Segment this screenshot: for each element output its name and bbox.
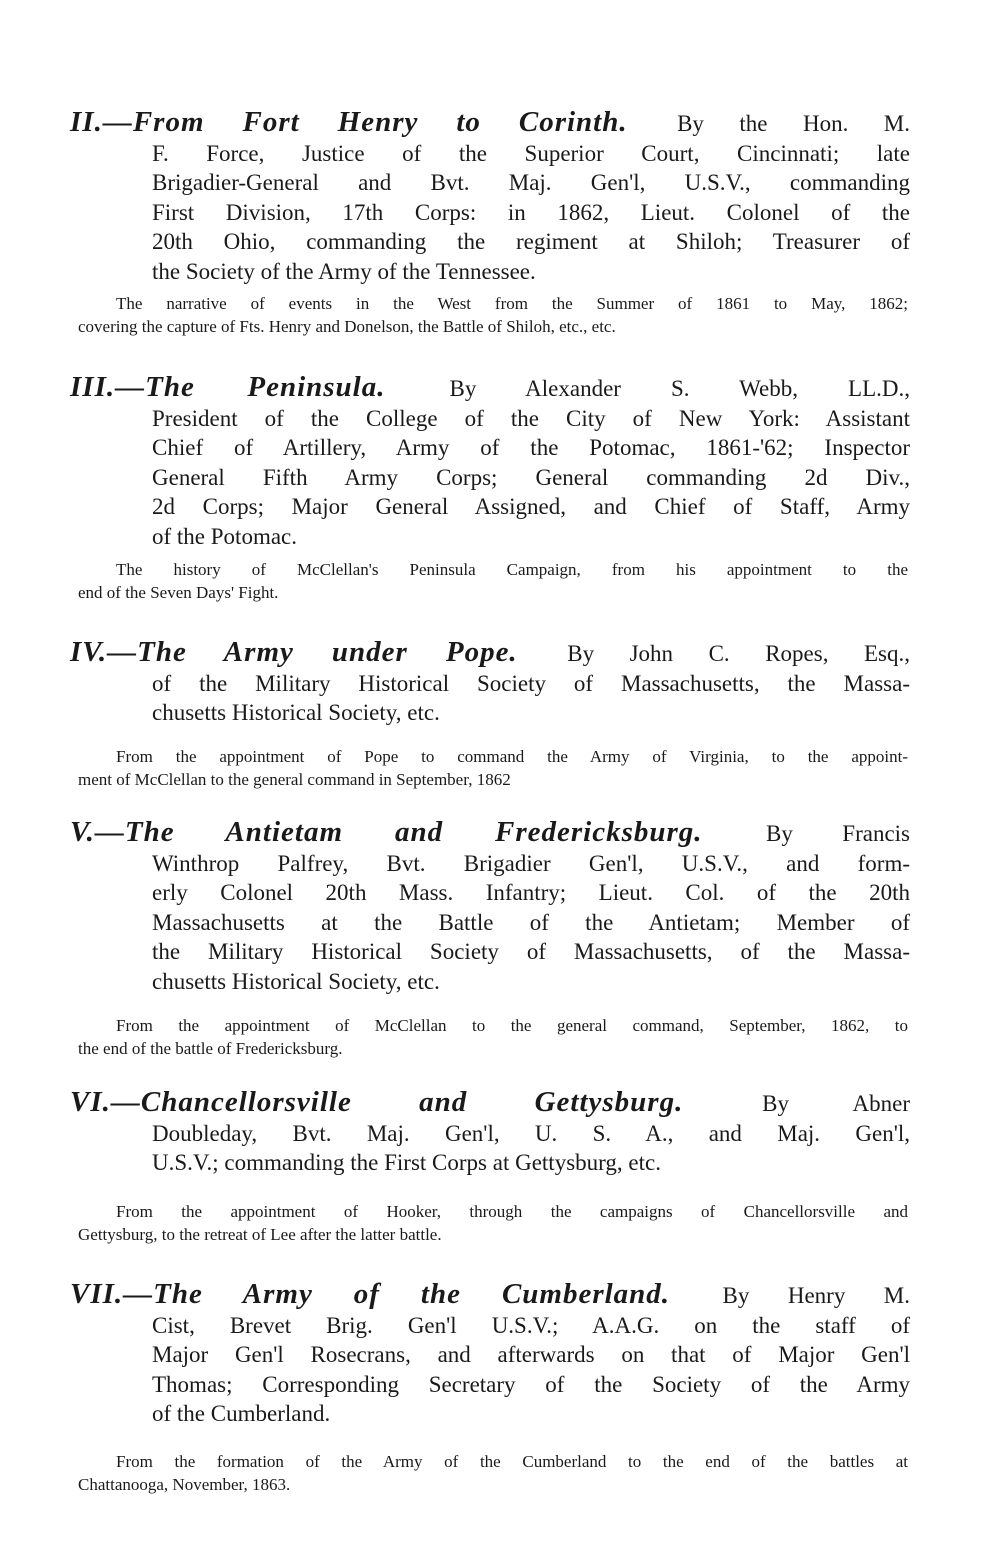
author-credentials-line: of the Cumberland. bbox=[152, 1401, 331, 1426]
entry-heading-line bbox=[70, 1088, 910, 1119]
author-credentials-line: chusetts Historical Society, etc. bbox=[152, 968, 440, 994]
author-credentials-line: Cist, Brevet Brig. Gen'l U.S.V.; A.A.G. on the staff of bbox=[152, 1312, 910, 1338]
author-credentials-line: General Fifth Army Corps; General commanding 2d Div., bbox=[152, 464, 910, 490]
description-line: Gettysburg, to the retreat of Lee after the latter battle. bbox=[78, 1225, 442, 1244]
volume-entry bbox=[70, 1280, 910, 1429]
volume-entry bbox=[70, 108, 910, 286]
author-intro: By Francis bbox=[766, 821, 911, 846]
author-intro: By John C. Ropes, Esq., bbox=[567, 641, 910, 666]
author-intro: By the Hon. M. bbox=[677, 111, 911, 136]
description-line: The narrative of events in the West from the Summer of 1861 to May, 1862; bbox=[116, 294, 908, 313]
volume-title: III.—The Peninsula. bbox=[70, 371, 386, 403]
author-credentials-line: Major Gen'l Rosecrans, and afterwards on that of Major Gen'l bbox=[152, 1342, 910, 1367]
volume-description bbox=[78, 292, 908, 338]
author-credentials-line: Winthrop Palfrey, Bvt. Brigadier Gen'l, U.S.V., and form- bbox=[152, 850, 910, 876]
author-credentials-line: 2d Corps; Major General Assigned, and Chief of Staff, Army bbox=[152, 494, 910, 519]
volume-description bbox=[78, 745, 908, 791]
volume-entry bbox=[70, 638, 910, 728]
volume-title: IV.—The Army under Pope. bbox=[70, 636, 518, 668]
description-line: The history of McClellan's Peninsula Campaign, from his appointment to the bbox=[116, 560, 908, 579]
author-credentials-line: President of the College of the City of New York: Assistant bbox=[152, 405, 910, 431]
volume-description bbox=[78, 1014, 908, 1060]
author-credentials-line: the Military Historical Society of Massachusetts, of the Massa- bbox=[152, 939, 910, 964]
description-line: covering the capture of Fts. Henry and Donelson, the Battle of Shiloh, etc., etc. bbox=[78, 317, 616, 336]
description-line: ment of McClellan to the general command in September, 1862 bbox=[78, 770, 511, 789]
description-line: From the appointment of Pope to command the Army of Virginia, to the appoint- bbox=[116, 747, 908, 766]
volume-entry bbox=[70, 1088, 910, 1178]
author-credentials-line: First Division, 17th Corps: in 1862, Lieut. Colonel of the bbox=[152, 199, 910, 225]
description-line: Chattanooga, November, 1863. bbox=[78, 1475, 291, 1494]
volume-description bbox=[78, 1200, 908, 1246]
description-line: end of the Seven Days' Fight. bbox=[78, 583, 279, 602]
author-credentials-line: of the Potomac. bbox=[152, 523, 297, 549]
author-credentials-line: U.S.V.; commanding the First Corps at Gettysburg, etc. bbox=[152, 1150, 661, 1175]
volume-title: VI.—Chancellorsville and Gettysburg. bbox=[70, 1086, 684, 1118]
author-credentials-line: the Society of the Army of the Tennessee. bbox=[152, 258, 536, 284]
entry-heading-line bbox=[70, 818, 910, 849]
author-credentials-line: Thomas; Corresponding Secretary of the Society of the Army bbox=[152, 1371, 910, 1397]
author-credentials-line: chusetts Historical Society, etc. bbox=[152, 700, 440, 725]
volume-title: VII.—The Army of the Cumberland. bbox=[70, 1278, 671, 1310]
volume-entry bbox=[70, 818, 910, 996]
description-line: From the appointment of Hooker, through the campaigns of Chancellorsville and bbox=[116, 1202, 908, 1221]
entry-heading-line bbox=[70, 373, 910, 404]
description-line: From the formation of the Army of the Cumberland to the end of the battles at bbox=[116, 1452, 908, 1471]
volume-description bbox=[78, 558, 908, 604]
entry-heading-line bbox=[70, 108, 910, 139]
author-credentials-line: Chief of Artillery, Army of the Potomac, 1861-'62; Inspector bbox=[152, 435, 910, 460]
author-credentials-line: Brigadier-General and Bvt. Maj. Gen'l, U.S.V., commanding bbox=[152, 170, 910, 195]
volume-entry bbox=[70, 373, 910, 551]
volume-title: II.—From Fort Henry to Corinth. bbox=[70, 106, 628, 138]
author-credentials-line: Doubleday, Bvt. Maj. Gen'l, U. S. A., and Maj. Gen'l, bbox=[152, 1120, 910, 1146]
author-credentials-line: F. Force, Justice of the Superior Court, Cincinnati; late bbox=[152, 140, 910, 166]
author-credentials-line: erly Colonel 20th Mass. Infantry; Lieut. Col. of the 20th bbox=[152, 880, 910, 905]
author-intro: By Abner bbox=[762, 1091, 910, 1116]
author-credentials-line: of the Military Historical Society of Massachusetts, the Massa- bbox=[152, 670, 910, 696]
volume-description bbox=[78, 1450, 908, 1496]
volume-title: V.—The Antietam and Fredericksburg. bbox=[70, 816, 703, 848]
description-line: From the appointment of McClellan to the general command, September, 1862, to bbox=[116, 1016, 908, 1035]
description-line: the end of the battle of Fredericksburg. bbox=[78, 1039, 343, 1058]
author-intro: By Alexander S. Webb, LL.D., bbox=[449, 376, 910, 401]
author-credentials-line: 20th Ohio, commanding the regiment at Shiloh; Treasurer of bbox=[152, 229, 910, 254]
author-credentials-line: Massachusetts at the Battle of the Antietam; Member of bbox=[152, 909, 910, 935]
entry-heading-line bbox=[70, 638, 910, 669]
entry-heading-line bbox=[70, 1280, 910, 1311]
author-intro: By Henry M. bbox=[722, 1283, 910, 1308]
